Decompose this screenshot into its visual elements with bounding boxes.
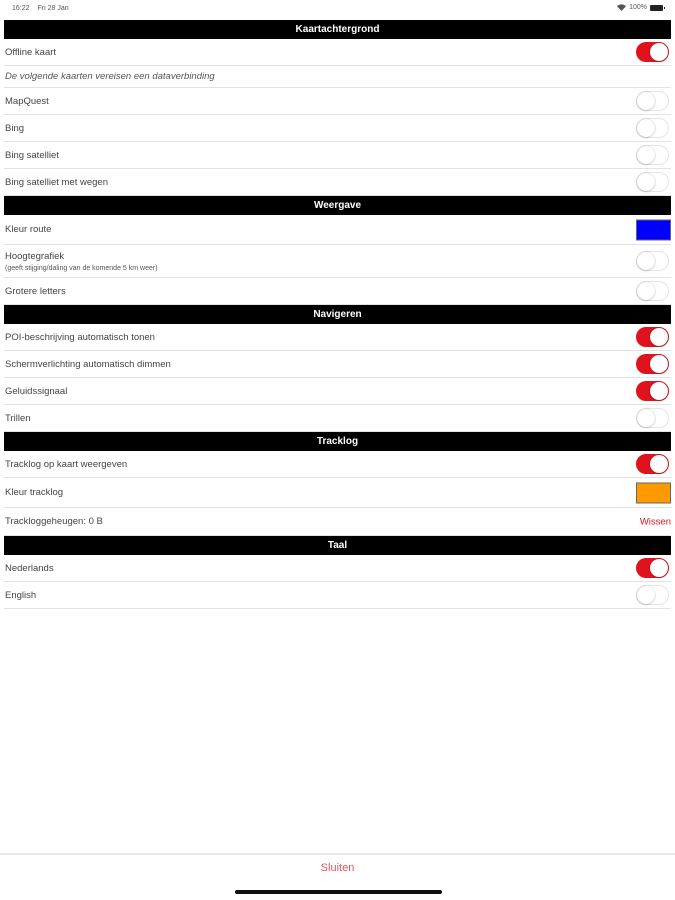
sound-signal-toggle[interactable] — [636, 381, 669, 401]
elevation-graph-sublabel: (geeft stijging/daling van de komende 5 km weer) — [5, 264, 158, 272]
larger-letters-label: Grotere letters — [5, 285, 66, 297]
settings-list — [4, 20, 671, 609]
toggle-knob — [637, 409, 655, 427]
section-header-display: Weergave — [4, 196, 671, 215]
bing-satellite-label: Bing satelliet — [5, 149, 59, 161]
bing-label: Bing — [5, 122, 25, 134]
bing-satellite-roads-toggle[interactable] — [636, 172, 669, 192]
toggle-knob — [637, 282, 655, 300]
battery-icon — [650, 5, 663, 11]
clear-tracklog-button[interactable]: Wissen — [639, 516, 671, 527]
row-info-data-connection — [4, 66, 671, 88]
vibrate-toggle[interactable] — [636, 408, 669, 428]
route-color-swatch[interactable] — [636, 219, 671, 240]
row-tracklog-show — [4, 451, 671, 478]
row-mapquest — [4, 88, 671, 115]
tracklog-memory-label: Trackloggeheugen: 0 B — [5, 516, 103, 527]
toggle-knob — [650, 355, 668, 373]
tracklog-color-label: Kleur tracklog — [5, 487, 64, 498]
language-english-label: English — [5, 589, 37, 601]
tracklog-show-label: Tracklog op kaart weergeven — [5, 458, 128, 470]
tracklog-show-toggle[interactable] — [636, 454, 669, 474]
section-header-map-background: Kaartachtergrond — [4, 20, 671, 39]
row-offline-map — [4, 39, 671, 66]
toggle-knob — [637, 173, 655, 191]
larger-letters-toggle[interactable] — [636, 281, 669, 301]
screen-dimming-label: Schermverlichting automatisch dimmen — [5, 358, 171, 370]
row-bing-satellite — [4, 142, 671, 169]
elevation-graph-label: Hoogtegrafiek — [5, 250, 65, 262]
tracklog-color-swatch[interactable] — [636, 482, 671, 503]
row-screen-dimming — [4, 351, 671, 378]
row-route-color — [4, 215, 671, 245]
poi-description-label: POI-beschrijving automatisch tonen — [5, 331, 155, 343]
row-poi-description — [4, 324, 671, 351]
wifi-icon — [617, 4, 626, 11]
offline-map-toggle[interactable] — [636, 42, 669, 62]
vibrate-label: Trillen — [5, 412, 31, 424]
offline-map-label: Offline kaart — [5, 46, 57, 58]
toggle-knob — [637, 252, 655, 270]
elevation-graph-toggle[interactable] — [636, 251, 669, 271]
row-bing — [4, 115, 671, 142]
toggle-knob — [650, 559, 668, 577]
mapquest-label: MapQuest — [5, 95, 49, 107]
poi-description-toggle[interactable] — [636, 327, 669, 347]
row-tracklog-color — [4, 478, 671, 508]
language-dutch-toggle[interactable] — [636, 558, 669, 578]
row-vibrate — [4, 405, 671, 432]
section-header-navigate: Navigeren — [4, 305, 671, 324]
close-button[interactable]: Sluiten — [320, 862, 355, 874]
toggle-knob — [650, 382, 668, 400]
language-english-toggle[interactable] — [636, 585, 669, 605]
battery-percent: 100% — [629, 4, 647, 11]
row-tracklog-memory — [4, 508, 671, 536]
row-language-dutch — [4, 555, 671, 582]
status-time: 16:22 — [12, 5, 30, 12]
home-indicator[interactable] — [235, 890, 442, 894]
section-header-language: Taal — [4, 536, 671, 555]
row-larger-letters — [4, 278, 671, 305]
toggle-knob — [650, 328, 668, 346]
bing-toggle[interactable] — [636, 118, 669, 138]
row-elevation-graph — [4, 245, 671, 278]
sound-signal-label: Geluidssignaal — [5, 385, 68, 397]
toggle-knob — [637, 119, 655, 137]
row-sound-signal — [4, 378, 671, 405]
section-header-tracklog: Tracklog — [4, 432, 671, 451]
screen-dimming-toggle[interactable] — [636, 354, 669, 374]
row-bing-satellite-roads — [4, 169, 671, 196]
bing-satellite-toggle[interactable] — [636, 145, 669, 165]
info-text: De volgende kaarten vereisen een dataverbinding — [5, 71, 215, 82]
toggle-knob — [650, 43, 668, 61]
toggle-knob — [637, 586, 655, 604]
toggle-knob — [637, 92, 655, 110]
language-dutch-label: Nederlands — [5, 562, 54, 574]
status-date: Fri 28 Jan — [37, 5, 69, 12]
toggle-knob — [637, 146, 655, 164]
bing-satellite-roads-label: Bing satelliet met wegen — [5, 176, 108, 188]
route-color-label: Kleur route — [5, 224, 52, 235]
mapquest-toggle[interactable] — [636, 91, 669, 111]
toggle-knob — [650, 455, 668, 473]
row-language-english — [4, 582, 671, 609]
status-bar — [0, 0, 675, 18]
